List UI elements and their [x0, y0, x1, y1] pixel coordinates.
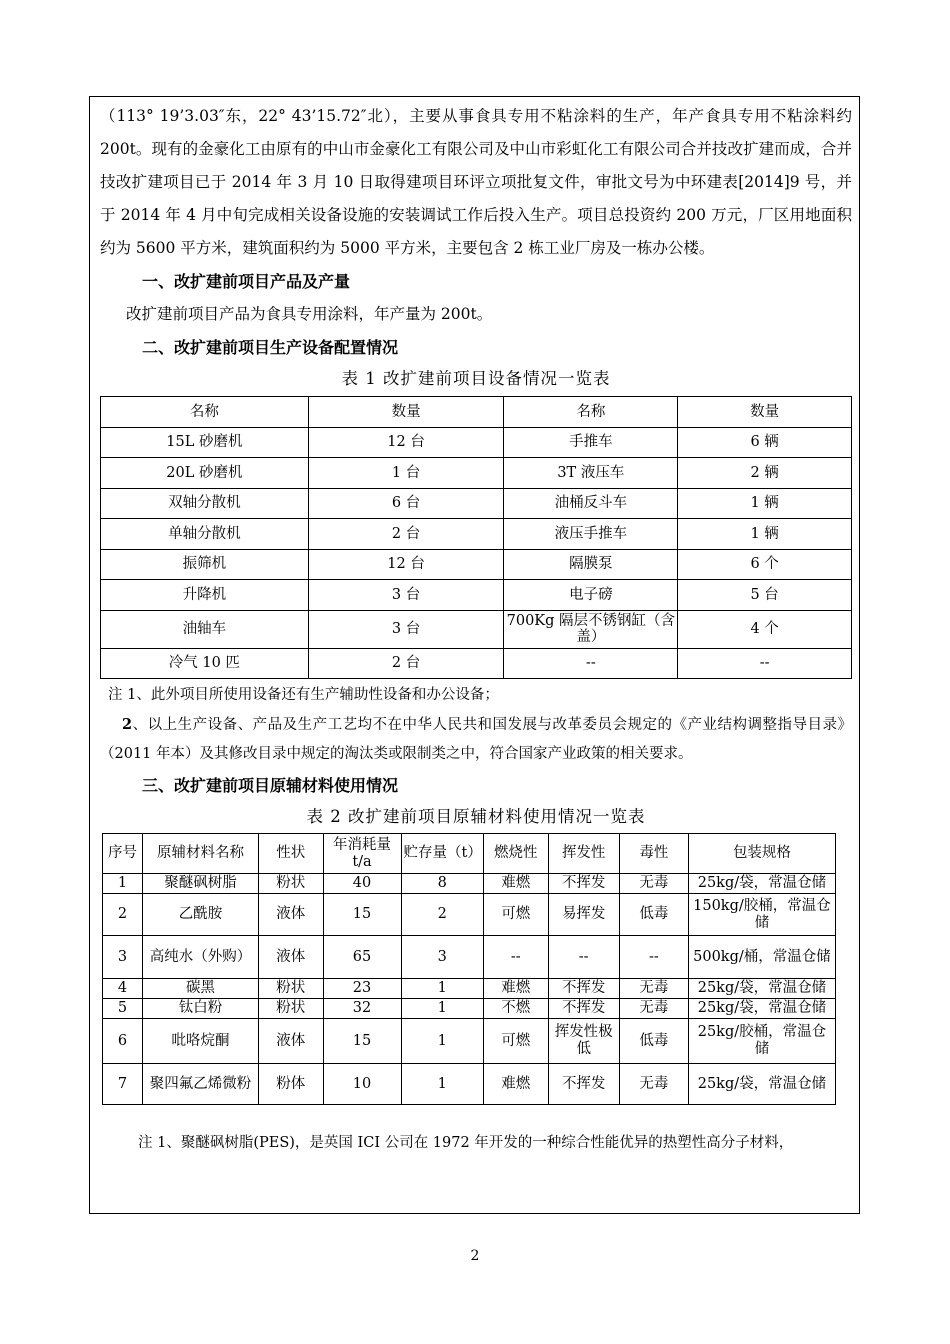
- table-cell: 1: [401, 1019, 483, 1064]
- table-cell: 23: [323, 979, 401, 999]
- table-cell: 难燃: [483, 874, 548, 894]
- table-cell: 32: [323, 999, 401, 1019]
- table-row: [103, 936, 836, 979]
- section2-heading: 二、改扩建前项目生产设备配置情况: [142, 338, 399, 357]
- table-cell: 25kg/袋，常温仓储: [688, 874, 835, 894]
- table-row: [101, 519, 852, 550]
- table-cell: 不燃: [483, 999, 548, 1019]
- table-cell: 粉状: [258, 979, 323, 999]
- table-cell: 单轴分散机: [101, 519, 309, 550]
- table-cell: 6 辆: [678, 427, 852, 458]
- table-cell: 液体: [258, 936, 323, 979]
- table-cell: 25kg/胶桶，常温仓储: [688, 1019, 835, 1064]
- table-cell: 65: [323, 936, 401, 979]
- table-cell: 双轴分散机: [101, 488, 309, 519]
- table-cell: 挥发性极低: [548, 1019, 619, 1064]
- table1-note-2-number: 2: [122, 716, 133, 733]
- table-cell: 粉状: [258, 999, 323, 1019]
- table-cell: 聚醚砜树脂: [143, 874, 259, 894]
- table2-note-1: 注 1、聚醚砜树脂(PES)，是英国 ICI 公司在 1972 年开发的一种综合性能优异的热塑性高分子材料，: [138, 1135, 794, 1151]
- table-cell: 油桶反斗车: [504, 488, 678, 519]
- table-header-row: [103, 834, 836, 874]
- table-cell: 低毒: [619, 894, 688, 936]
- table-cell: 3T 液压车: [504, 458, 678, 489]
- table-cell: 钛白粉: [143, 999, 259, 1019]
- table-cell: 1 台: [308, 458, 504, 489]
- table-cell: 12 台: [308, 427, 504, 458]
- table-cell: 2 台: [308, 648, 504, 679]
- header-cell: 毒性: [619, 834, 688, 874]
- table-cell: 25kg/袋，常温仓储: [688, 999, 835, 1019]
- table-cell: --: [483, 936, 548, 979]
- table-cell: 无毒: [619, 999, 688, 1019]
- table-cell: 不挥发: [548, 999, 619, 1019]
- table-cell: 液体: [258, 1019, 323, 1064]
- table-cell: 700Kg 隔层不锈钢缸（含盖）: [504, 610, 678, 648]
- header-cell: 性状: [258, 834, 323, 874]
- header-cell: 燃烧性: [483, 834, 548, 874]
- table-cell: 不挥发: [548, 874, 619, 894]
- table-cell: 3 台: [308, 580, 504, 611]
- table-cell: 1: [103, 874, 143, 894]
- table-cell: 6: [103, 1019, 143, 1064]
- table-row: [101, 580, 852, 611]
- table-row: [101, 648, 852, 679]
- table-cell: 3 台: [308, 610, 504, 648]
- table-cell: --: [548, 936, 619, 979]
- table-cell: 40: [323, 874, 401, 894]
- table-cell: 5: [103, 999, 143, 1019]
- table-row: [103, 979, 836, 999]
- table-cell: 20L 砂磨机: [101, 458, 309, 489]
- header-cell: 包装规格: [688, 834, 835, 874]
- table-cell: 不挥发: [548, 979, 619, 999]
- table-cell: 难燃: [483, 1064, 548, 1105]
- table-row: [103, 999, 836, 1019]
- table-cell: 3: [103, 936, 143, 979]
- document-body: [100, 100, 852, 1158]
- header-cell: 挥发性: [548, 834, 619, 874]
- table-cell: 1: [401, 979, 483, 999]
- table-cell: 25kg/袋，常温仓储: [688, 979, 835, 999]
- table-cell: 手推车: [504, 427, 678, 458]
- header-cell: 原辅材料名称: [143, 834, 259, 874]
- equipment-table: [100, 396, 852, 679]
- table-cell: 冷气 10 匹: [101, 648, 309, 679]
- table-cell: --: [504, 648, 678, 679]
- table-cell: 3: [401, 936, 483, 979]
- table-cell: 难燃: [483, 979, 548, 999]
- table-cell: 无毒: [619, 1064, 688, 1105]
- table-cell: 10: [323, 1064, 401, 1105]
- table-cell: 油轴车: [101, 610, 309, 648]
- table-row: [103, 874, 836, 894]
- table-cell: 2: [103, 894, 143, 936]
- table-cell: 液体: [258, 894, 323, 936]
- table-cell: 1: [401, 1064, 483, 1105]
- table-cell: 可燃: [483, 894, 548, 936]
- table-cell: 4: [103, 979, 143, 999]
- table-cell: 8: [401, 874, 483, 894]
- table-cell: 5 台: [678, 580, 852, 611]
- table-row: [101, 488, 852, 519]
- table1-note-1: 注 1、此外项目所使用设备还有生产辅助性设备和办公设备；: [108, 687, 499, 703]
- table-row: [101, 549, 852, 580]
- table-cell: 无毒: [619, 979, 688, 999]
- table-cell: 15: [323, 1019, 401, 1064]
- table-row: [103, 894, 836, 936]
- table-cell: 15: [323, 894, 401, 936]
- table-cell: 高纯水（外购）: [143, 936, 259, 979]
- table-cell: 25kg/袋，常温仓储: [688, 1064, 835, 1105]
- table-cell: 振筛机: [101, 549, 309, 580]
- table-cell: 1 辆: [678, 519, 852, 550]
- table-cell: 6 台: [308, 488, 504, 519]
- table-cell: 碳黑: [143, 979, 259, 999]
- header-cell: 数量: [308, 397, 504, 428]
- table-cell: 乙酰胺: [143, 894, 259, 936]
- section3-heading: 三、改扩建前项目原辅材料使用情况: [142, 776, 399, 795]
- table-cell: 12 台: [308, 549, 504, 580]
- table-cell: 低毒: [619, 1019, 688, 1064]
- table-cell: 500kg/桶，常温仓储: [688, 936, 835, 979]
- table-cell: 2 辆: [678, 458, 852, 489]
- table-cell: 易挥发: [548, 894, 619, 936]
- table-cell: --: [678, 648, 852, 679]
- table-cell: 15L 砂磨机: [101, 427, 309, 458]
- table-row: [101, 458, 852, 489]
- header-cell: 序号: [103, 834, 143, 874]
- header-cell: 数量: [678, 397, 852, 428]
- table-cell: --: [619, 936, 688, 979]
- header-cell: 名称: [504, 397, 678, 428]
- table-cell: 隔膜泵: [504, 549, 678, 580]
- table-cell: 可燃: [483, 1019, 548, 1064]
- table-cell: 1 辆: [678, 488, 852, 519]
- materials-table: [102, 833, 836, 1105]
- table-cell: 2 台: [308, 519, 504, 550]
- table-header-row: [101, 397, 852, 428]
- table2-caption: 表 2 改扩建前项目原辅材料使用情况一览表: [306, 807, 646, 826]
- table1-caption: 表 1 改扩建前项目设备情况一览表: [341, 369, 611, 388]
- table-cell: 7: [103, 1064, 143, 1105]
- table-row: [101, 427, 852, 458]
- header-cell: 年消耗量 t/a: [323, 834, 401, 874]
- section1-heading: 一、改扩建前项目产品及产量: [142, 272, 351, 291]
- page-number: 2: [470, 1248, 480, 1264]
- table-cell: 聚四氟乙烯微粉: [143, 1064, 259, 1105]
- header-cell: 贮存量（t）: [401, 834, 483, 874]
- intro-paragraph: （113° 19’3.03″东，22° 43’15.72″北），主要从事食具专用不粘涂料的生产，年产食具专用不粘涂料约 200t。现有的金豪化工由原有的中山市金豪化工有限公司及中山市彩虹化工有限公司合并技改扩建而成，合并技改扩建项目已于 2014 年 3 月 10 日取得建项目环评立项批复文件，审批文号为中环建表[2014]9 号，并于 2014 年 4 月中旬完成相关设备设施的安装调试工作后投入生产。项目总投资约 200 万元，厂区用地面积约为 5600 平方米，建筑面积约为 5000 平方米，主要包含 2 栋工业厂房及一栋办公楼。: [100, 107, 852, 257]
- table-row: [101, 610, 852, 648]
- section1-text: 改扩建前项目产品为食具专用涂料，年产量为 200t。: [126, 305, 493, 323]
- table-cell: 不挥发: [548, 1064, 619, 1105]
- table-cell: 粉体: [258, 1064, 323, 1105]
- table-row: [103, 1064, 836, 1105]
- table-cell: 液压手推车: [504, 519, 678, 550]
- table-cell: 150kg/胶桶，常温仓储: [688, 894, 835, 936]
- header-cell: 名称: [101, 397, 309, 428]
- table-cell: 升降机: [101, 580, 309, 611]
- table-cell: 2: [401, 894, 483, 936]
- table-cell: 无毒: [619, 874, 688, 894]
- table-cell: 4 个: [678, 610, 852, 648]
- table1-note-2: 、以上生产设备、产品及生产工艺均不在中华人民共和国发展与改革委员会规定的《产业结构调整指导目录》（2011 年本）及其修改目录中规定的淘汰类或限制类之中，符合国家产业政策的相关要求。: [100, 717, 852, 762]
- table-cell: 粉状: [258, 874, 323, 894]
- table-cell: 电子磅: [504, 580, 678, 611]
- table-cell: 1: [401, 999, 483, 1019]
- table-cell: 吡咯烷酮: [143, 1019, 259, 1064]
- table-row: [103, 1019, 836, 1064]
- table-cell: 6 个: [678, 549, 852, 580]
